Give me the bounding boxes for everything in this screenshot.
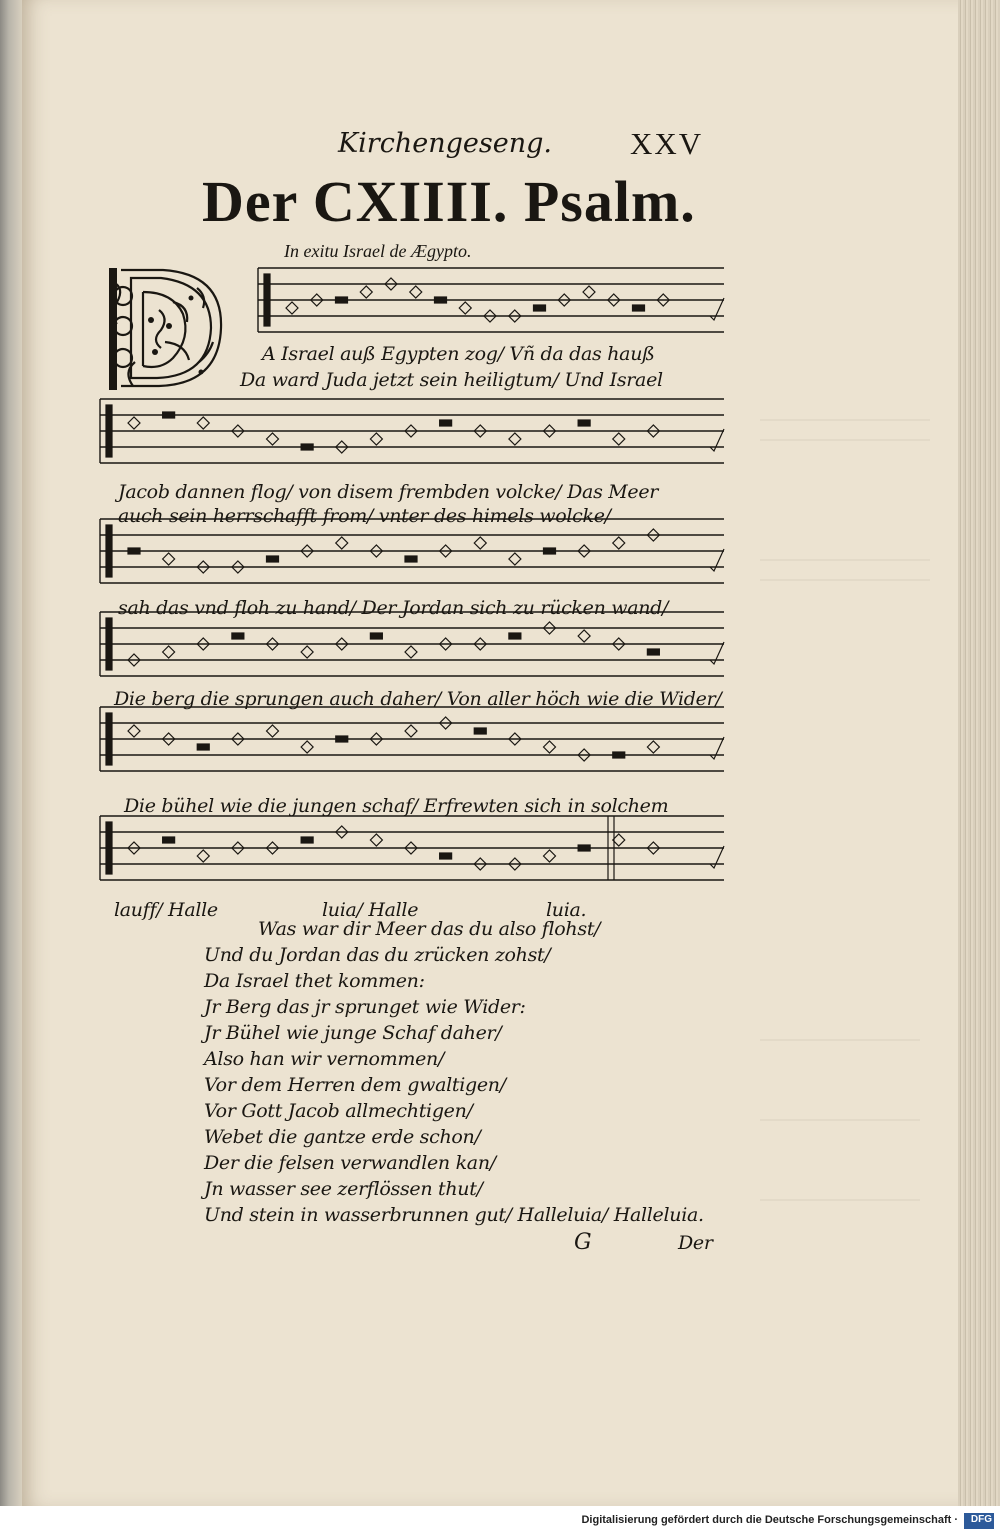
psalm-title: Der CXIIII. Psalm. (202, 169, 696, 234)
semibreve-note (509, 433, 521, 445)
semibreve-note (301, 741, 313, 753)
latin-incipit: In exitu Israel de Ægypto. (284, 241, 472, 261)
breve-note (336, 297, 348, 303)
lyric-line-1a: A Israel auß Egypten zog/ Vñ da das hauß (262, 343, 655, 365)
breve-note (509, 633, 521, 639)
semibreve-note (163, 646, 175, 658)
semibreve-note (360, 286, 372, 298)
verse-line: Jn wasser see zerflössen thut/ (204, 1178, 483, 1200)
breve-note (474, 728, 486, 734)
breve-note (578, 845, 590, 851)
semibreve-note (128, 417, 140, 429)
semibreve-note (583, 286, 595, 298)
semibreve-note (459, 302, 471, 314)
verse-line: Vor Gott Jacob allmechtigen/ (204, 1100, 473, 1122)
dfg-logo-text: DFG (970, 1514, 992, 1525)
semibreve-note (544, 850, 556, 862)
semibreve-note (197, 417, 209, 429)
verse-line: Und stein in wasserbrunnen gut/ Halleluia/ Halleluia. (204, 1204, 704, 1226)
custos-mark (710, 298, 724, 320)
breve-note (197, 744, 209, 750)
semibreve-note (267, 433, 279, 445)
semibreve-note (613, 537, 625, 549)
lyric-line-3: sah das vnd floh zu hand/ Der Jordan sich zu rücken wand/ (118, 597, 669, 619)
c-clef (106, 713, 112, 765)
breve-note (370, 633, 382, 639)
funding-credit: Digitalisierung gefördert durch die Deutsche Forschungsgemeinschaft · (581, 1514, 958, 1526)
breve-note (544, 548, 556, 554)
digitization-footer (0, 1506, 1000, 1536)
catchword: Der (678, 1232, 713, 1254)
lyric-line-2b: auch sein herrschafft from/ vnter des himels wolcke/ (118, 505, 611, 527)
lyric-line-1b: Da ward Juda jetzt sein heiligtum/ Und Israel (240, 369, 663, 391)
custos-mark (710, 429, 724, 451)
semibreve-note (410, 286, 422, 298)
semibreve-note (197, 850, 209, 862)
semibreve-note (544, 741, 556, 753)
semibreve-note (336, 537, 348, 549)
lyric-line-6c: luia. (546, 899, 587, 921)
breve-note (440, 420, 452, 426)
verse-line: Und du Jordan das du zrücken zohst/ (204, 944, 551, 966)
semibreve-note (405, 725, 417, 737)
running-head: Kirchengeseng. (338, 128, 552, 159)
c-clef (106, 822, 112, 874)
breve-note (232, 633, 244, 639)
signature-mark: G (574, 1230, 592, 1255)
lyric-line-5: Die bühel wie die jungen schaf/ Erfrewten sich in solchem (124, 795, 669, 817)
c-clef (106, 405, 112, 457)
semibreve-note (509, 553, 521, 565)
breve-note (613, 752, 625, 758)
semibreve-note (405, 646, 417, 658)
verse-line: Da Israel thet kommen: (204, 970, 425, 992)
breve-note (440, 853, 452, 859)
breve-note (301, 444, 313, 450)
breve-note (647, 649, 659, 655)
breve-note (336, 736, 348, 742)
breve-note (301, 837, 313, 843)
lyric-line-4: Die berg die sprungen auch daher/ Von aller höch wie die Wider/ (114, 688, 722, 710)
verse-line: Vor dem Herren dem gwaltigen/ (204, 1074, 506, 1096)
verse-line: Also han wir vernommen/ (204, 1048, 445, 1070)
semibreve-note (647, 741, 659, 753)
semibreve-note (163, 553, 175, 565)
breve-note (534, 305, 546, 311)
semibreve-note (128, 725, 140, 737)
lyric-line-2a: Jacob dannen flog/ von disem frembden volcke/ Das Meer (118, 481, 659, 503)
c-clef (106, 618, 112, 670)
semibreve-note (370, 433, 382, 445)
breve-note (633, 305, 645, 311)
verse-line: Jr Berg das jr sprunget wie Wider: (204, 996, 526, 1018)
semibreve-note (301, 646, 313, 658)
c-clef (106, 525, 112, 577)
verse-line: Was war dir Meer das du also flohst/ (258, 918, 601, 940)
verse-line: Der die felsen verwandlen kan/ (204, 1152, 496, 1174)
breve-note (163, 837, 175, 843)
breve-note (435, 297, 447, 303)
semibreve-note (370, 834, 382, 846)
lyric-line-6b: luia/ Halle (322, 899, 419, 921)
lyric-line-6a: lauff/ Halle (114, 899, 218, 921)
semibreve-note (267, 725, 279, 737)
semibreve-note (578, 630, 590, 642)
breve-note (267, 556, 279, 562)
breve-note (578, 420, 590, 426)
semibreve-note (613, 433, 625, 445)
semibreve-note (286, 302, 298, 314)
breve-note (405, 556, 417, 562)
verse-line: Webet die gantze erde schon/ (204, 1126, 481, 1148)
folio-number: XXV (630, 126, 704, 161)
breve-note (163, 412, 175, 418)
semibreve-note (474, 537, 486, 549)
c-clef (264, 274, 270, 326)
breve-note (128, 548, 140, 554)
verse-line: Jr Bühel wie junge Schaf daher/ (204, 1022, 502, 1044)
